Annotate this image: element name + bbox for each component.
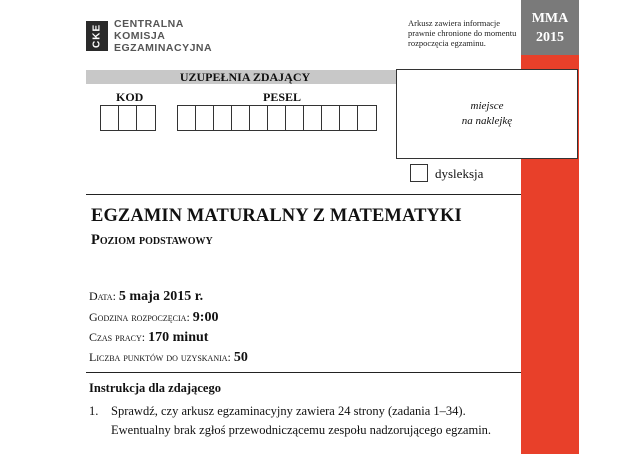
instructions-heading: Instrukcja dla zdającego <box>89 381 221 395</box>
logo-line-2: KOMISJA <box>114 30 166 42</box>
exam-points-row <box>89 350 248 366</box>
kod-digit-cell[interactable] <box>119 106 137 130</box>
fill-by-examinee-band: UZUPEŁNIA ZDAJĄCY <box>86 70 404 84</box>
logo-line-3: EGZAMINACYJNA <box>114 42 213 54</box>
exam-duration-label: Czas pracy: <box>89 330 146 344</box>
cke-logo-mark: CKE <box>86 21 108 51</box>
pesel-digit-cell[interactable] <box>304 106 322 130</box>
exam-duration-value: 170 minut <box>148 330 209 345</box>
exam-year: 2015 <box>536 29 564 45</box>
exam-duration-row <box>89 330 208 346</box>
exam-points-value: 50 <box>233 350 248 365</box>
exam-date-value: 5 maja 2015 r. <box>118 289 204 304</box>
pesel-digit-cell[interactable] <box>214 106 232 130</box>
pesel-digit-cell[interactable] <box>322 106 340 130</box>
pesel-input-cells[interactable] <box>177 105 377 131</box>
exam-title: EGZAMIN MATURALNY Z MATEMATYKI <box>91 206 462 226</box>
exam-level: Poziom podstawowy <box>91 232 213 248</box>
divider-bottom <box>86 372 521 373</box>
kod-digit-cell[interactable] <box>137 106 155 130</box>
confidentiality-notice: Arkusz zawiera informacje prawnie chronione do momentu rozpoczęcia egzaminu. <box>408 18 517 48</box>
pesel-digit-cell[interactable] <box>268 106 286 130</box>
sticker-text-line1: miejsce <box>470 100 504 112</box>
divider-top <box>86 194 521 195</box>
exam-start-value: 9:00 <box>192 310 219 325</box>
kod-digit-cell[interactable] <box>101 106 119 130</box>
exam-code-box <box>521 0 579 55</box>
kod-input-cells[interactable] <box>100 105 156 131</box>
pesel-digit-cell[interactable] <box>250 106 268 130</box>
exam-code: MMA <box>531 10 569 26</box>
exam-points-label: Liczba punktów do uzyskania: <box>89 350 231 364</box>
exam-start-row <box>89 310 218 326</box>
cke-logo-text <box>114 18 212 54</box>
pesel-digit-cell[interactable] <box>340 106 358 130</box>
exam-date-label: Data: <box>89 289 116 303</box>
pesel-label: PESEL <box>263 90 302 104</box>
kod-label: KOD <box>116 90 144 104</box>
pesel-digit-cell[interactable] <box>196 106 214 130</box>
instruction-text: Sprawdź, czy arkusz egzaminacyjny zawiera 24 strony (zadania 1–34). Ewentualny brak zgłoś przewodniczącemu zespołu nadzorującego egzamin. <box>111 404 492 437</box>
instruction-item <box>89 402 509 440</box>
pesel-digit-cell[interactable] <box>286 106 304 130</box>
sticker-area <box>396 69 578 159</box>
dyslexia-label: dysleksja <box>435 166 484 181</box>
sticker-text-line2: na naklejkę <box>461 115 513 127</box>
pesel-digit-cell[interactable] <box>358 106 376 130</box>
exam-date-row <box>89 289 203 305</box>
exam-start-label: Godzina rozpoczęcia: <box>89 310 190 324</box>
logo-line-1: CENTRALNA <box>114 18 184 30</box>
dyslexia-checkbox[interactable] <box>410 164 428 182</box>
instruction-number: 1. <box>89 404 99 418</box>
cke-logo <box>86 18 212 54</box>
pesel-digit-cell[interactable] <box>232 106 250 130</box>
pesel-digit-cell[interactable] <box>178 106 196 130</box>
